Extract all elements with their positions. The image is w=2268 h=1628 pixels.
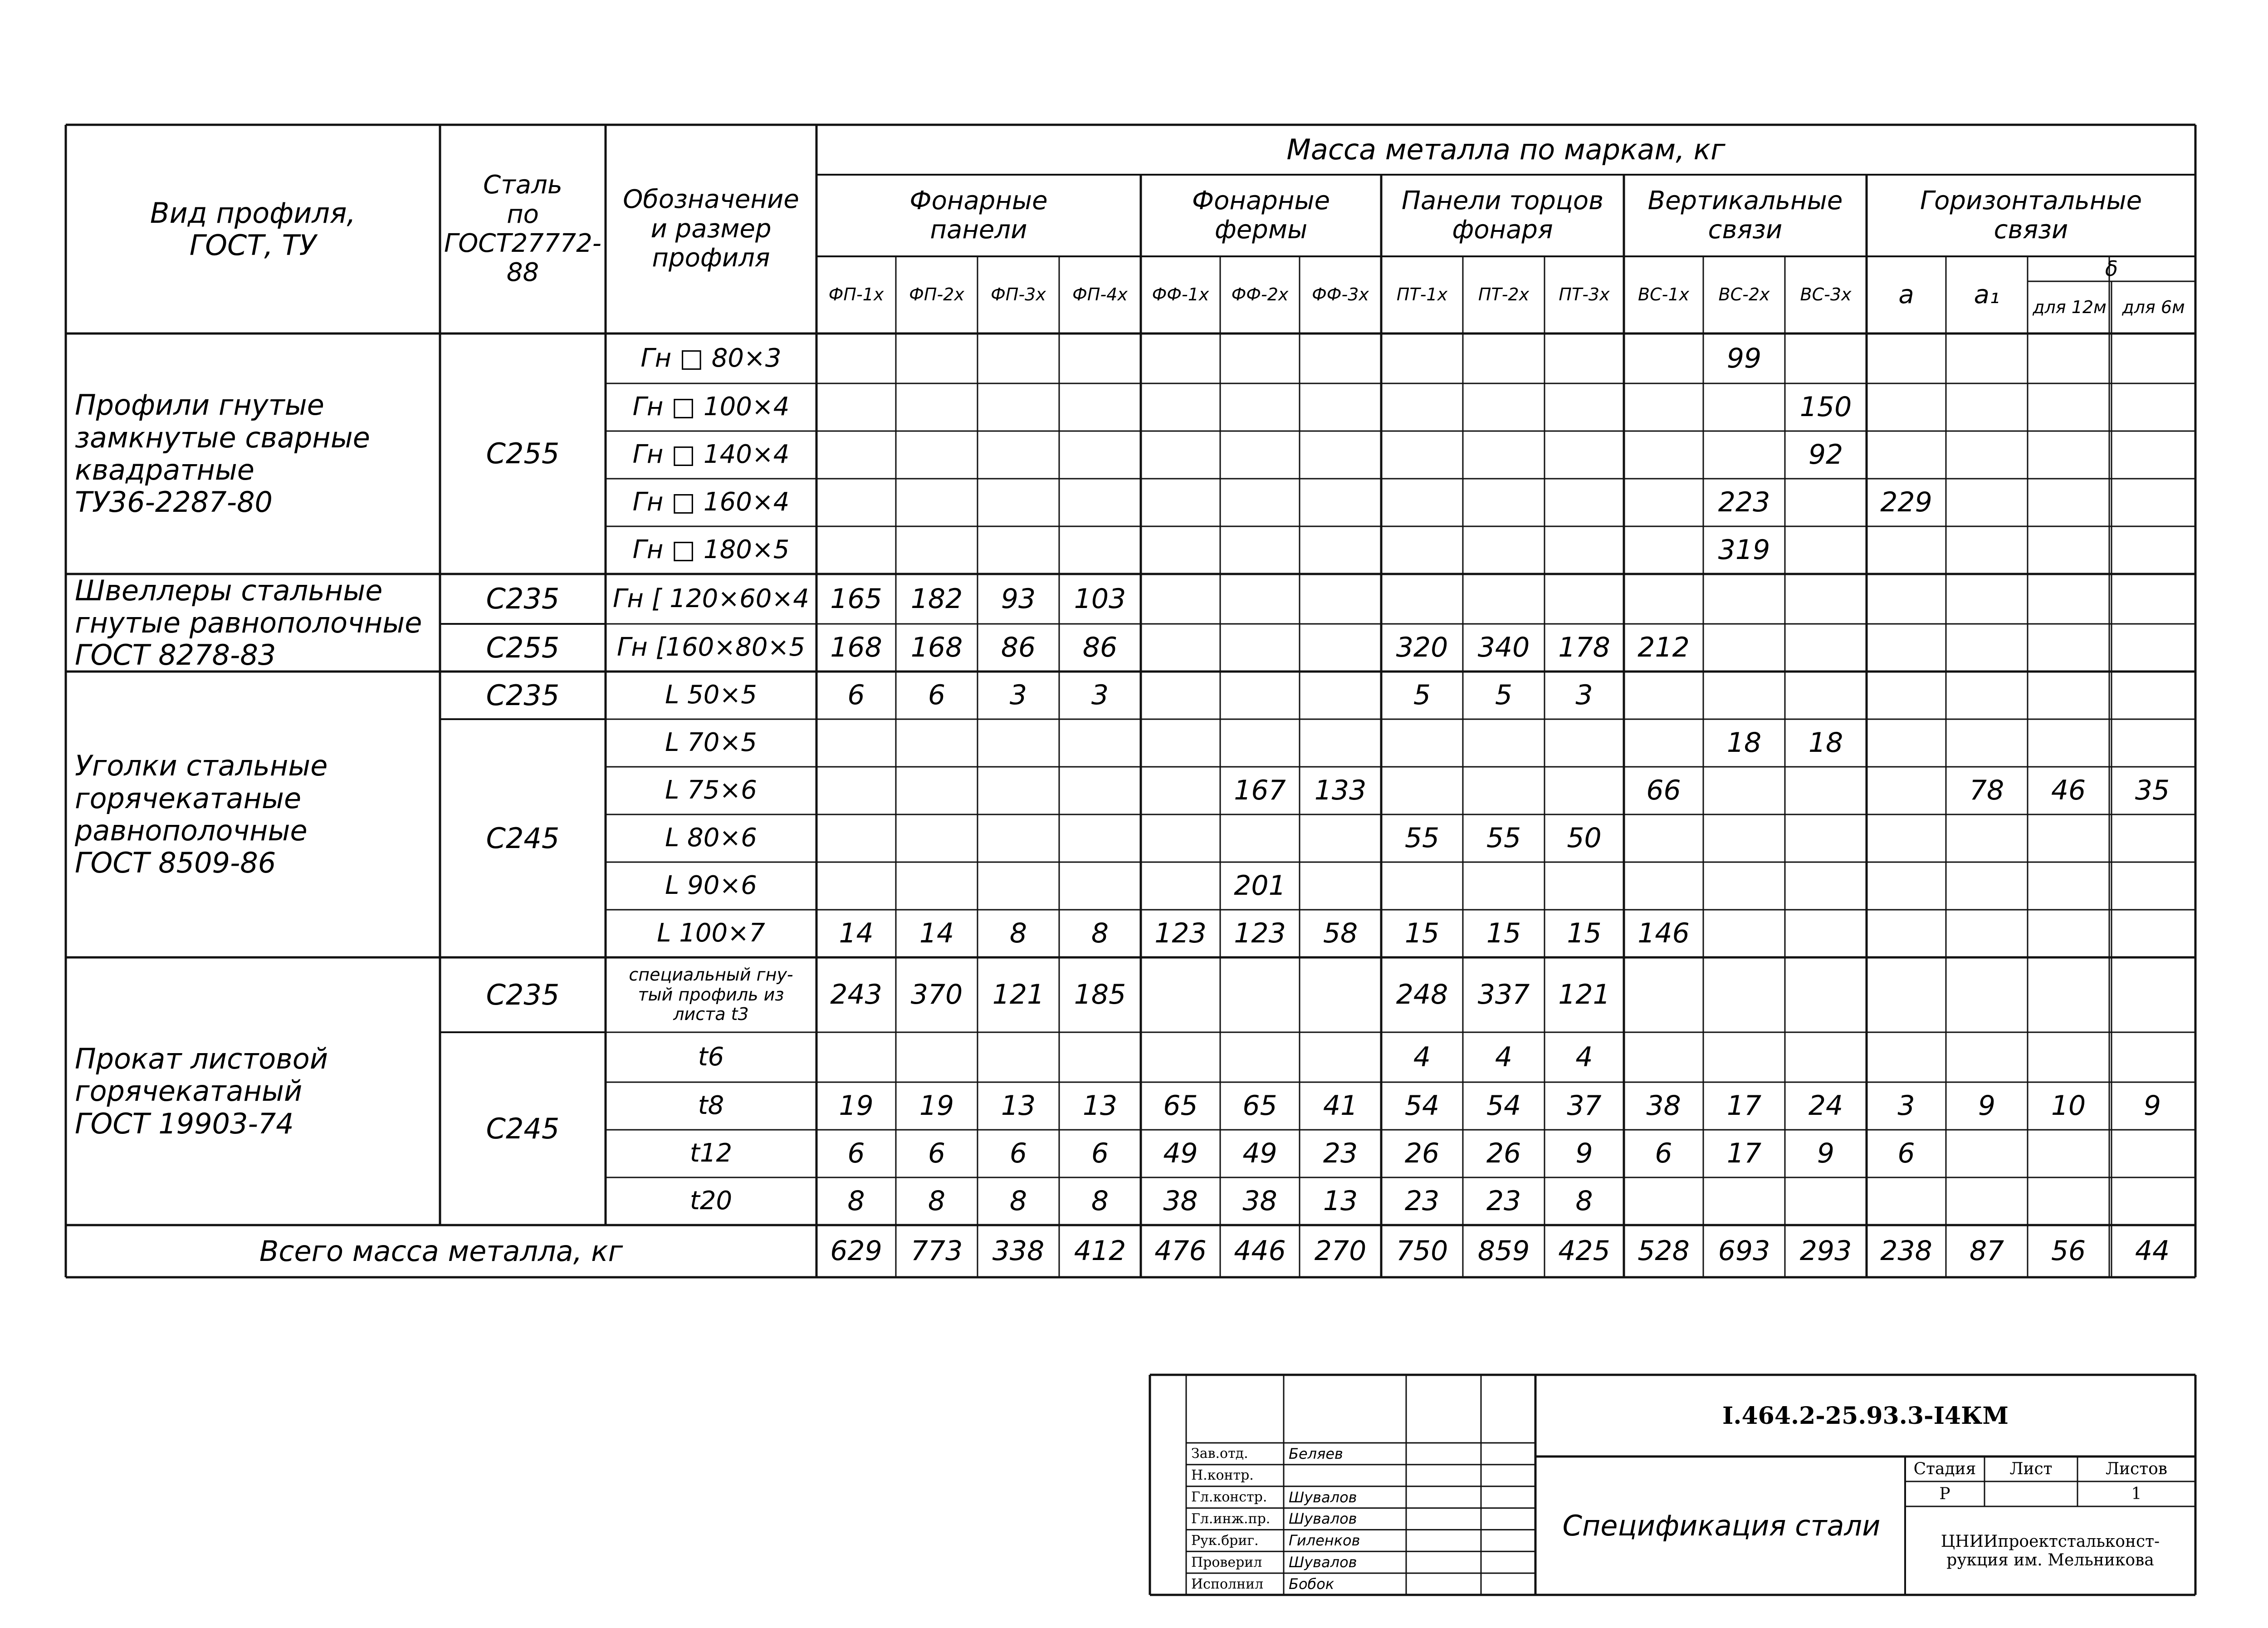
mass-cell: 55: [1486, 822, 1521, 854]
tb-stage-label: Стадия: [1913, 1460, 1976, 1478]
mass-cell: 3: [1575, 679, 1593, 711]
total-cell: 270: [1314, 1235, 1367, 1267]
steel-grade: С255: [486, 437, 560, 471]
mark-header: ПТ-1х: [1396, 284, 1448, 305]
steel-grade: С235: [486, 678, 560, 712]
mass-cell: 121: [1558, 979, 1610, 1010]
col-steel-header: Сталь по ГОСТ27772-88: [444, 170, 601, 288]
group-header-3: Панели торцов фонаря: [1401, 186, 1604, 245]
mass-cell: 65: [1242, 1090, 1277, 1122]
mass-cell: 6: [1091, 1138, 1109, 1169]
tb-role: Зав.отд.: [1191, 1446, 1248, 1462]
mass-cell: 165: [830, 583, 882, 615]
sheet-title: Спецификация стали: [1562, 1509, 1881, 1542]
mass-cell: 8: [847, 1185, 865, 1217]
steel-grade: С235: [486, 978, 560, 1011]
tb-role: Рук.бриг.: [1191, 1532, 1259, 1549]
mass-cell: 3: [1897, 1090, 1915, 1122]
total-cell: 629: [830, 1235, 882, 1267]
mass-cell: 8: [1009, 917, 1027, 949]
mass-cell: 123: [1234, 917, 1286, 949]
mass-cell: 54: [1404, 1090, 1440, 1122]
mark-header: ФП-4х: [1072, 284, 1128, 305]
steel-grade: С235: [486, 582, 560, 616]
mass-cell: 15: [1404, 917, 1440, 949]
total-cell: 750: [1396, 1235, 1448, 1267]
mass-cell: 49: [1242, 1138, 1277, 1169]
total-cell: 773: [910, 1235, 963, 1267]
profile-size: L 80×6: [665, 823, 757, 853]
mark-header: ФП-2х: [909, 284, 964, 305]
mass-cell: 167: [1234, 775, 1286, 806]
tb-sheet-label: Лист: [2009, 1460, 2053, 1478]
steel-grade: С255: [486, 631, 560, 664]
mass-cell: 41: [1323, 1090, 1358, 1122]
mass-cell: 5: [1495, 679, 1513, 711]
mass-cell: 49: [1163, 1138, 1198, 1169]
mass-cell: 8: [1575, 1185, 1593, 1217]
mass-cell: 121: [992, 979, 1045, 1010]
total-label: Всего масса металла, кг: [259, 1234, 623, 1268]
tb-role: Гл.инж.пр.: [1191, 1510, 1271, 1527]
mass-cell: 340: [1477, 632, 1530, 663]
mass-title: Масса металла по маркам, кг: [1286, 133, 1725, 167]
mass-cell: 3: [1009, 679, 1027, 711]
mass-cell: 212: [1637, 632, 1690, 663]
total-cell: 446: [1234, 1235, 1286, 1267]
tb-name: Шувалов: [1289, 1510, 1357, 1528]
mass-cell: 50: [1567, 822, 1602, 854]
mass-cell: 26: [1486, 1138, 1521, 1169]
mass-cell: 15: [1567, 917, 1602, 949]
mass-cell: 103: [1074, 583, 1126, 615]
mass-cell: 10: [2051, 1090, 2086, 1122]
profile-group-1: Профили гнутые замкнутые сварные квадратные ТУ36-2287-80: [75, 388, 370, 519]
mass-cell: 93: [1001, 583, 1036, 615]
mass-cell: 8: [1091, 917, 1109, 949]
mass-cell: 146: [1637, 917, 1690, 949]
mark-header: а₁: [1974, 280, 2000, 309]
total-cell: 56: [2051, 1235, 2086, 1267]
mark-header: ФП-3х: [991, 284, 1046, 305]
mass-cell: 14: [839, 917, 874, 949]
mass-cell: 99: [1726, 342, 1762, 374]
total-cell: 238: [1880, 1235, 1932, 1267]
mass-cell: 58: [1323, 917, 1358, 949]
mass-cell: 8: [1009, 1185, 1027, 1217]
mass-cell: 19: [839, 1090, 874, 1122]
col-designation-header: Обозначение и размер профиля: [623, 185, 799, 273]
profile-size: Гн □ 80×3: [640, 343, 782, 373]
mass-cell: 23: [1323, 1138, 1358, 1169]
profile-size: L 70×5: [665, 728, 757, 758]
mass-cell: 6: [847, 679, 865, 711]
tb-sheets-label: Листов: [2105, 1460, 2168, 1478]
mass-cell: 13: [1082, 1090, 1118, 1122]
mass-cell: 5: [1413, 679, 1431, 711]
mark-header: а: [1898, 280, 1914, 309]
profile-size: специальный гну- тый профиль из листа t3: [629, 964, 793, 1025]
mass-cell: 23: [1486, 1185, 1521, 1217]
organization: ЦНИИпроектстальконст- рукция им. Мельникова: [1941, 1532, 2160, 1569]
profile-size: L 90×6: [665, 871, 757, 901]
mass-cell: 86: [1082, 632, 1118, 663]
tb-role: Исполнил: [1191, 1576, 1264, 1592]
tb-name: Шувалов: [1289, 1488, 1357, 1506]
mass-cell: 123: [1154, 917, 1207, 949]
profile-group-2: Швеллеры стальные гнутые равнополочные ГОСТ 8278-83: [75, 574, 422, 672]
mass-cell: 6: [1009, 1138, 1027, 1169]
mass-cell: 320: [1396, 632, 1448, 663]
mass-cell: 92: [1808, 439, 1843, 471]
mass-cell: 65: [1163, 1090, 1198, 1122]
total-cell: 528: [1637, 1235, 1690, 1267]
mass-cell: 37: [1567, 1090, 1602, 1122]
mass-cell: 178: [1558, 632, 1610, 663]
steel-grade: С245: [486, 821, 560, 855]
mass-cell: 55: [1404, 822, 1440, 854]
mass-cell: 4: [1575, 1041, 1593, 1073]
group-header-1: Фонарные панели: [909, 186, 1048, 245]
delta-6m: для 6м: [2122, 297, 2185, 317]
mass-cell: 9: [1575, 1138, 1593, 1169]
mark-header: ВС-3х: [1800, 284, 1852, 305]
mass-cell: 38: [1163, 1185, 1198, 1217]
mark-header: ПТ-2х: [1478, 284, 1530, 305]
mass-cell: 8: [928, 1185, 946, 1217]
total-cell: 859: [1477, 1235, 1530, 1267]
mass-cell: 6: [928, 1138, 946, 1169]
mark-header: ВС-1х: [1638, 284, 1689, 305]
mass-cell: 201: [1234, 870, 1286, 902]
profile-size: t6: [698, 1042, 724, 1072]
mass-cell: 6: [928, 679, 946, 711]
profile-size: Гн [ 120×60×4: [613, 584, 809, 613]
mass-cell: 8: [1091, 1185, 1109, 1217]
profile-size: Гн □ 140×4: [632, 440, 790, 470]
mass-cell: 38: [1646, 1090, 1681, 1122]
mass-cell: 9: [1978, 1090, 1996, 1122]
mass-cell: 86: [1001, 632, 1036, 663]
mass-cell: 337: [1477, 979, 1530, 1010]
mass-cell: 24: [1808, 1090, 1843, 1122]
total-cell: 425: [1558, 1235, 1610, 1267]
total-cell: 412: [1074, 1235, 1126, 1267]
group-header-5: Горизонтальные связи: [1920, 186, 2142, 245]
mass-cell: 54: [1486, 1090, 1521, 1122]
mass-cell: 17: [1726, 1138, 1762, 1169]
total-cell: 338: [992, 1235, 1045, 1267]
mass-cell: 6: [1897, 1138, 1915, 1169]
mass-cell: 229: [1880, 486, 1932, 518]
mass-cell: 19: [919, 1090, 954, 1122]
profile-size: L 50×5: [665, 680, 757, 710]
mass-cell: 9: [2143, 1090, 2161, 1122]
mass-cell: 46: [2051, 775, 2086, 806]
tb-name: Бобок: [1289, 1575, 1334, 1593]
mark-header: ФП-1х: [828, 284, 884, 305]
tb-role: Гл.констр.: [1191, 1489, 1267, 1505]
document-code: I.464.2-25.93.3-I4КМ: [1722, 1402, 2009, 1430]
mass-cell: 223: [1718, 486, 1770, 518]
profile-size: t8: [698, 1091, 724, 1121]
mass-cell: 38: [1242, 1185, 1277, 1217]
profile-size: L 100×7: [657, 918, 765, 948]
mass-cell: 66: [1646, 775, 1681, 806]
mass-cell: 4: [1413, 1041, 1431, 1073]
tb-role: Н.контр.: [1191, 1467, 1254, 1484]
profile-size: Гн □ 100×4: [632, 392, 790, 422]
group-header-4: Вертикальные связи: [1647, 186, 1843, 245]
delta-header: δ: [2105, 256, 2118, 281]
mass-cell: 13: [1001, 1090, 1036, 1122]
mass-cell: 17: [1726, 1090, 1762, 1122]
total-cell: 44: [2135, 1235, 2170, 1267]
tb-name: Беляев: [1289, 1445, 1343, 1462]
profile-size: Гн [160×80×5: [616, 633, 806, 662]
mark-header: ФФ-1х: [1152, 284, 1209, 305]
mass-cell: 370: [910, 979, 963, 1010]
mass-cell: 14: [919, 917, 954, 949]
mark-header: ВС-2х: [1718, 284, 1770, 305]
mass-cell: 18: [1726, 727, 1762, 759]
tb-sheets: 1: [2131, 1485, 2142, 1503]
mass-cell: 78: [1969, 775, 2004, 806]
mass-cell: 319: [1718, 534, 1770, 566]
mark-header: ФФ-2х: [1231, 284, 1289, 305]
mass-cell: 23: [1404, 1185, 1440, 1217]
mark-header: ФФ-3х: [1312, 284, 1369, 305]
tb-name: Шувалов: [1289, 1554, 1357, 1571]
profile-size: t20: [689, 1186, 733, 1216]
total-cell: 293: [1799, 1235, 1852, 1267]
group-header-2: Фонарные фермы: [1192, 186, 1330, 245]
tb-role: Проверил: [1191, 1554, 1262, 1570]
profile-group-4: Прокат листовой горячекатаный ГОСТ 19903-74: [75, 1042, 328, 1140]
mass-cell: 4: [1495, 1041, 1513, 1073]
profile-group-3: Уголки стальные горячекатаные равнополочные ГОСТ 8509-86: [75, 749, 328, 880]
mass-cell: 13: [1323, 1185, 1358, 1217]
mass-cell: 185: [1074, 979, 1126, 1010]
mass-cell: 150: [1799, 391, 1852, 423]
mass-cell: 3: [1091, 679, 1109, 711]
tb-name: Гиленков: [1289, 1532, 1360, 1550]
mass-cell: 6: [847, 1138, 865, 1169]
mass-cell: 26: [1404, 1138, 1440, 1169]
total-cell: 476: [1154, 1235, 1207, 1267]
steel-grade: С245: [486, 1112, 560, 1145]
mass-cell: 18: [1808, 727, 1843, 759]
total-cell: 693: [1718, 1235, 1770, 1267]
mark-header: ПТ-3х: [1559, 284, 1610, 305]
profile-size: Гн □ 180×5: [632, 535, 790, 565]
tb-name: [1286, 1465, 1409, 1486]
mass-cell: 6: [1655, 1138, 1672, 1169]
total-cell: 87: [1969, 1235, 2004, 1267]
mass-cell: 15: [1486, 917, 1521, 949]
col-profile-header: Вид профиля, ГОСТ, ТУ: [150, 196, 356, 262]
mass-cell: 243: [830, 979, 882, 1010]
mass-cell: 9: [1817, 1138, 1835, 1169]
tb-stage: Р: [1939, 1485, 1950, 1503]
mass-cell: 133: [1314, 775, 1367, 806]
profile-size: t12: [689, 1138, 733, 1168]
mass-cell: 182: [910, 583, 963, 615]
delta-12m: для 12м: [2033, 297, 2107, 317]
profile-size: Гн □ 160×4: [632, 487, 790, 517]
mass-cell: 248: [1396, 979, 1448, 1010]
mass-cell: 35: [2135, 775, 2170, 806]
profile-size: L 75×6: [665, 775, 757, 805]
mass-cell: 168: [830, 632, 882, 663]
mass-cell: 168: [910, 632, 963, 663]
